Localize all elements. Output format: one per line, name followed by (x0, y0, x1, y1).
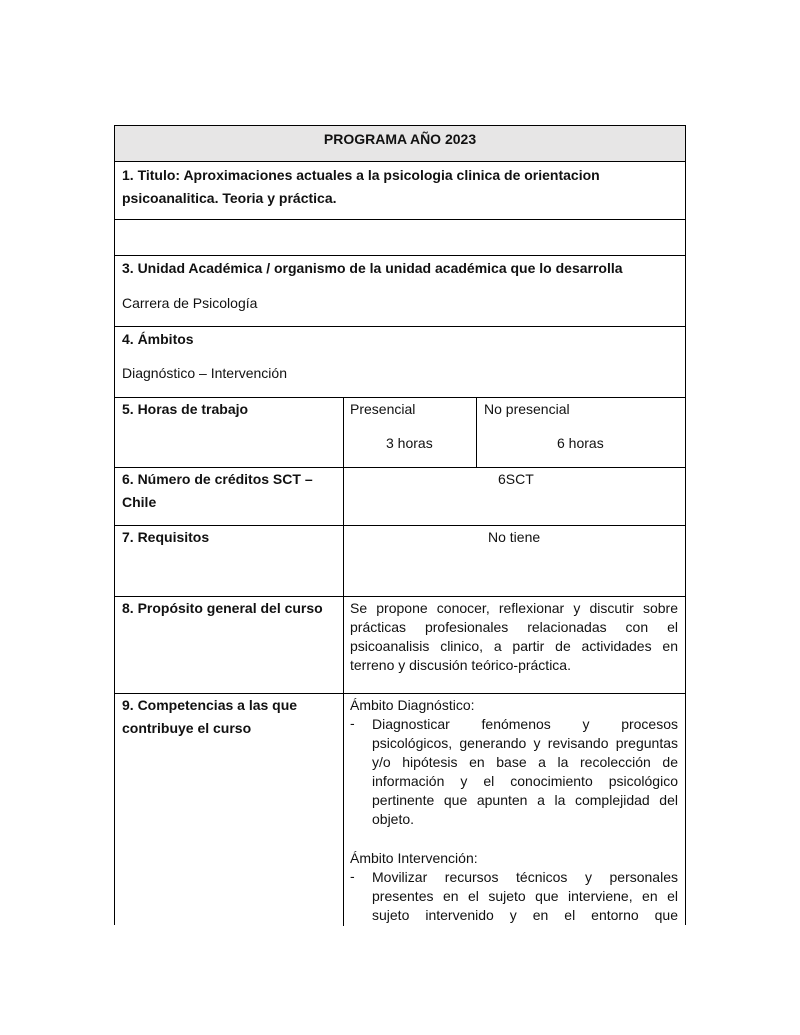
course-title-line-1: 1. Titulo: Aproximaciones actuales a la psicologia clinica de orientacion (122, 167, 600, 183)
unidad-label: 3. Unidad Académica / organismo de la unidad académica que lo desarrolla (122, 260, 623, 276)
competencias-row (115, 694, 685, 926)
ambitos-label: 4. Ámbitos (122, 331, 194, 347)
program-table (114, 125, 686, 925)
program-title: PROGRAMA AÑO 2023 (323, 131, 477, 147)
diagnostico-bullet (350, 715, 678, 829)
diagnostico-line: y/o hipótesis en base a la recolección de (372, 754, 678, 770)
horas-row (115, 398, 685, 468)
requisitos-row (115, 526, 685, 597)
unidad-value: Carrera de Psicología (122, 295, 258, 311)
intervencion-title: Ámbito Intervención: (350, 850, 478, 866)
presencial-value: 3 horas (386, 435, 433, 451)
ambitos-row (115, 327, 685, 398)
title-row (115, 162, 685, 220)
no-presencial-value: 6 horas (557, 435, 604, 451)
intervencion-line: presentes en el sujeto que interviene, en el (372, 888, 678, 904)
empty-row (115, 220, 685, 256)
intervencion-line: Movilizar recursos técnicos y personales (372, 869, 678, 885)
course-title-line-2: psicoanalitica. Teoria y práctica. (122, 190, 337, 206)
diagnostico-line: pertinente que apunten a la complejidad del (372, 792, 678, 808)
diagnostico-line: objeto. (372, 811, 415, 827)
proposito-line: prácticas profesionales relacionadas con el (350, 619, 678, 635)
diagnostico-line: información y el conocimiento psicológico (372, 773, 678, 789)
creditos-label-line-2: Chile (122, 494, 157, 510)
ambitos-value: Diagnóstico – Intervención (122, 365, 287, 381)
proposito-line: Se propone conocer, reflexionar y discutir sobre (350, 600, 678, 616)
bullet-dash: - (350, 715, 355, 731)
requisitos-label: 7. Requisitos (122, 529, 210, 545)
header-row (115, 126, 685, 162)
intervencion-bullet (350, 868, 678, 925)
creditos-row (115, 468, 685, 526)
unidad-row (115, 256, 685, 327)
proposito-line: terreno y discusión teórico-práctica. (350, 657, 571, 673)
proposito-line: psicoanalisis clinico, a partir de actividades en (350, 638, 678, 654)
diagnostico-title: Ámbito Diagnóstico: (350, 697, 475, 713)
diagnostico-line: Diagnosticar fenómenos y procesos (372, 716, 678, 732)
requisitos-value: No tiene (488, 529, 541, 545)
proposito-text (350, 599, 678, 675)
competencias-label-line-1: 9. Competencias a las que (122, 697, 298, 713)
proposito-row (115, 597, 685, 694)
no-presencial-label: No presencial (484, 401, 570, 417)
creditos-value: 6SCT (498, 471, 534, 487)
intervencion-line: sujeto intervenido y en el entorno que (372, 907, 678, 923)
bullet-dash: - (350, 868, 355, 884)
diagnostico-line: psicológicos, generando y revisando preguntas (372, 735, 678, 751)
presencial-label: Presencial (350, 401, 416, 417)
competencias-label-line-2: contribuye el curso (122, 720, 252, 736)
proposito-label: 8. Propósito general del curso (122, 600, 323, 616)
creditos-label-line-1: 6. Número de créditos SCT – (122, 471, 313, 487)
horas-label: 5. Horas de trabajo (122, 401, 249, 417)
